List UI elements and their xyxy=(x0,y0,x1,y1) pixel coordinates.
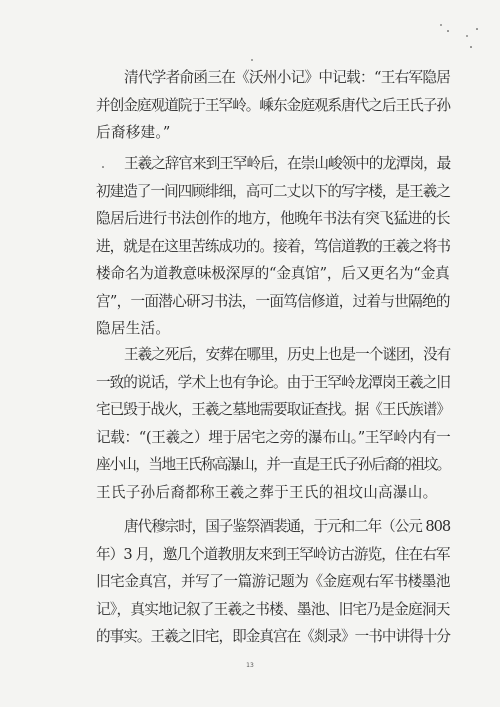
paragraph-3 xyxy=(96,341,450,506)
scan-speck xyxy=(470,46,472,48)
paragraph-4 xyxy=(96,513,450,651)
paragraph-line: 旧宅金真宫，并写了一篇游记题为《金庭观右军书楼墨池 xyxy=(96,573,451,590)
paragraph-line: 的事实。王羲之旧宅，即金真宫在《剡录》一书中讲得十分 xyxy=(96,628,450,645)
paragraph-line: 隐居后进行书法创作的地方，他晚年书法有突飞猛进的长 xyxy=(96,210,451,227)
paragraph-line: 宫”，一面潜心研习书法，一面笃信修道，过着与世隔绝的 xyxy=(96,292,450,310)
paragraph-line: 王羲之死后，安葬在哪里，历史上也是一个谜团，没有 xyxy=(124,346,451,363)
paragraph-line: 进，就是在这里苦练成功的。接着，笃信道教的王羲之将书 xyxy=(96,237,450,255)
paragraph-line: 记》，真实地记叙了王羲之书楼、墨池、旧宅乃是金庭洞天 xyxy=(96,600,450,618)
paragraph-line: 楼命名为道教意味极深厚的“金真馆”，后又更名为“金真 xyxy=(96,265,450,282)
paragraph-line: 一致的说话，学术上也有争论。由于王罕岭龙潭岗王羲之旧 xyxy=(96,373,450,391)
paragraph-2 xyxy=(96,150,450,343)
paragraph-line: 隐居生活。 xyxy=(96,320,171,337)
scan-speck xyxy=(447,30,449,32)
page-number: 13 xyxy=(246,662,254,669)
paragraph-line: 王羲之辞官来到王罕岭后，在崇山峻领中的龙潭岗，最 xyxy=(124,155,451,172)
scan-speck xyxy=(476,28,478,30)
paragraph-line: 清代学者俞函三在《沃州小记》中记载：“王右军隐居 xyxy=(124,69,451,86)
paragraph-line: 初建造了一间四顾绯细，高可二丈以下的写字楼，是王羲之 xyxy=(96,182,450,200)
paragraph-line: 记载：“(王羲之）埋于居宅之旁的瀑布山。”王罕岭内有一 xyxy=(96,428,451,446)
paragraph-line: 唐代穆宗时，国子鉴祭酒裴通，于元和二年（公元 808 xyxy=(124,518,451,535)
scan-speck xyxy=(251,59,253,61)
paragraph-line: 后裔移建。” xyxy=(96,124,171,141)
paragraph-line: 并创金庭观道院于王罕岭。嵊东金庭观系唐代之后王氏子孙 xyxy=(96,96,450,114)
scan-speck xyxy=(466,35,468,37)
paragraph-line: 年）3 月，邀几个道教朋友来到王罕岭访古游览，住在右军 xyxy=(96,545,450,563)
paragraph-1 xyxy=(96,64,450,147)
paragraph-line: 座小山，当地王氏称高瀑山，并一直是王氏子孙后裔的祖坟。 xyxy=(96,456,450,473)
scan-speck xyxy=(440,24,442,26)
paragraph-line: 王氏子孙后裔都称王羲之葬于王氏的祖坟山高瀑山。 xyxy=(96,483,438,501)
paragraph-line: 宅已毁于战火，王羲之墓地需要取证查找。据《王氏族谱》 xyxy=(96,401,450,418)
